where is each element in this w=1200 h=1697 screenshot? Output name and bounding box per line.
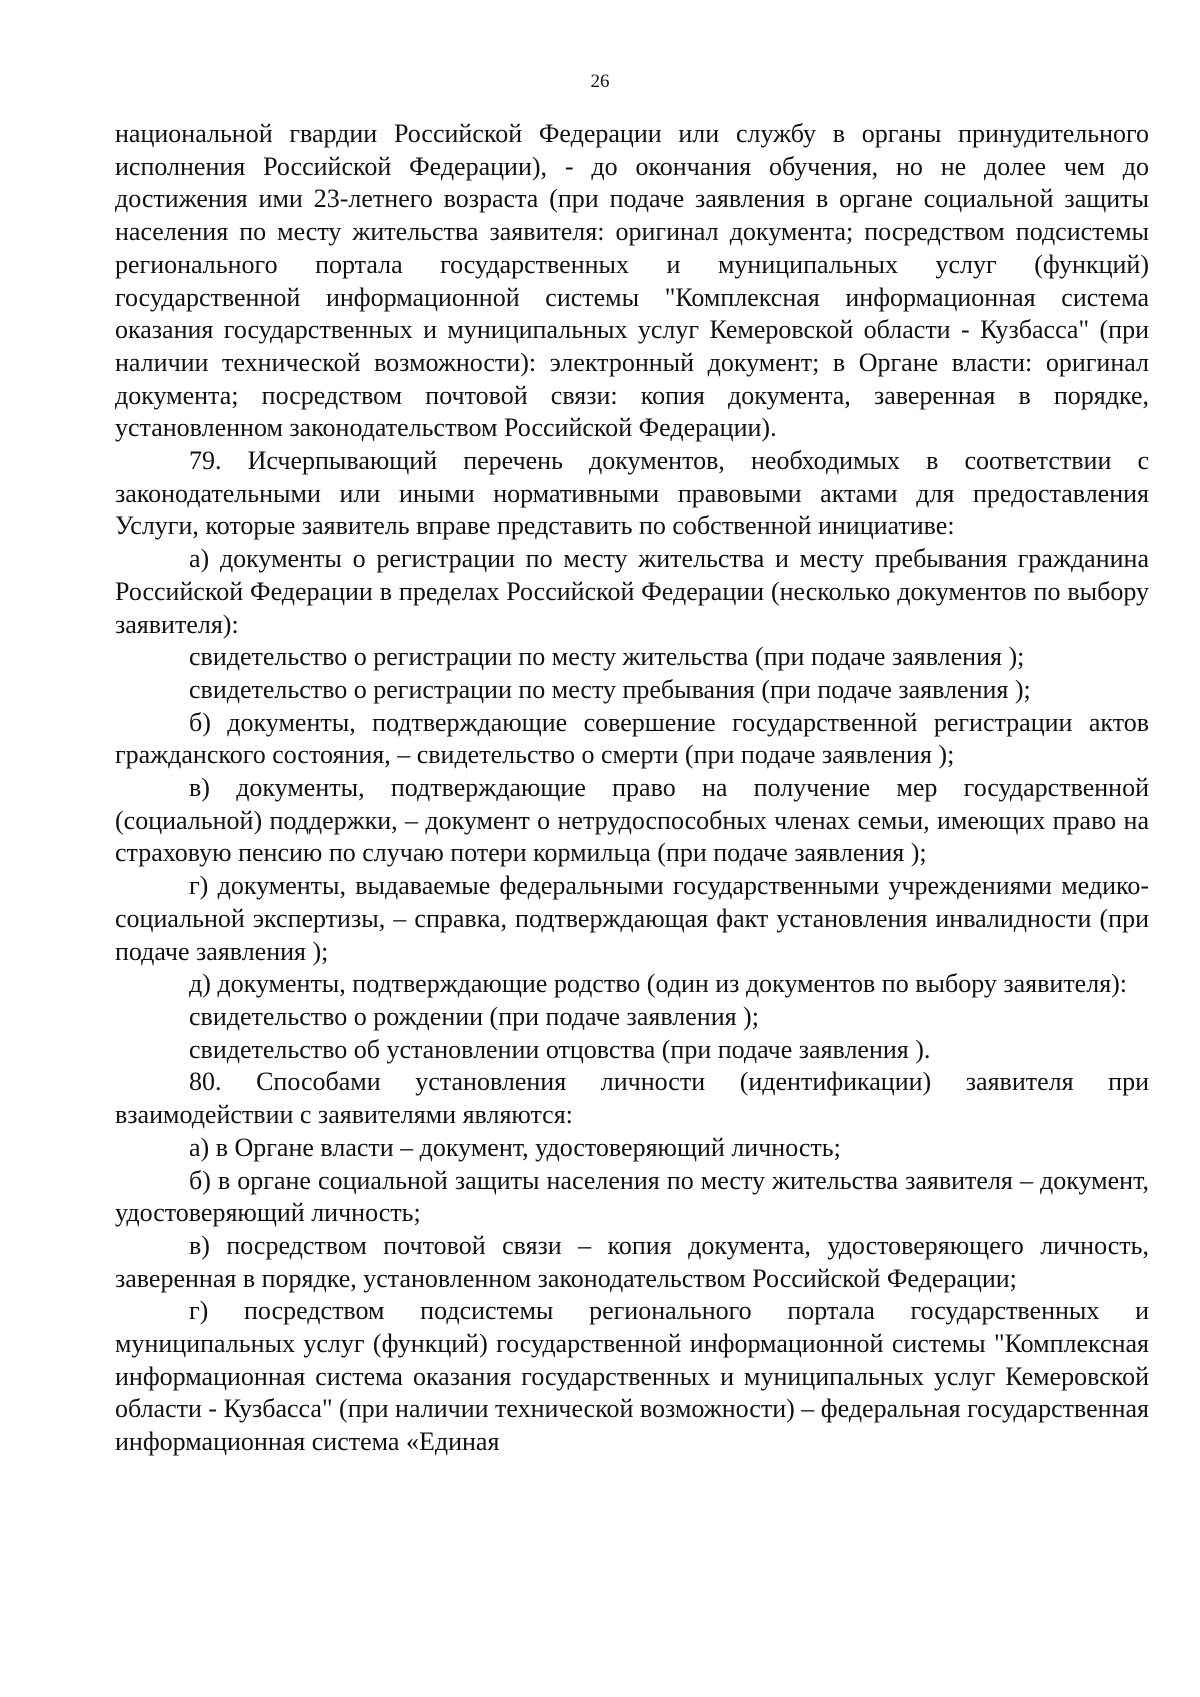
- paragraph-79-a-item-2: свидетельство о регистрации по месту пребывания (при подаче заявления );: [189, 674, 1031, 704]
- paragraph-79: 79. Исчерпывающий перечень документов, необходимых в соответствии с законодательными или иными нормативными правовыми актами для предоставления Услуги, которые заявитель вправе представить по собственной инициативе:: [115, 446, 1149, 541]
- paragraph-80-a: а) в Органе власти – документ, удостоверяющий личность;: [189, 1132, 841, 1162]
- paragraph-79-g: г) документы, выдаваемые федеральными государственными учреждениями медико-социальной экспертизы, – справка, подтверждающая факт установления инвалидности (при подаче заявления );: [115, 871, 1149, 966]
- paragraph-80-v: в) посредством почтовой связи – копия документа, удостоверяющего личность, заверенная в порядке, установленном законодательством Российской Федерации;: [115, 1230, 1149, 1293]
- paragraph-80-b: б) в органе социальной защиты населения по месту жительства заявителя – документ, удостоверяющий личность;: [115, 1165, 1149, 1228]
- page-number: 26: [590, 71, 610, 92]
- paragraph-80: 80. Способами установления личности (идентификации) заявителя при взаимодействии с заявителями являются:: [115, 1067, 1149, 1130]
- paragraph-80-g: г) посредством подсистемы регионального портала государственных и муниципальных услуг (функций) государственной информационной системы "Комплексная информационная система оказания государственных и муниципальных услуг Кемеровской области - Кузбасса" (при наличии технической возможности) – федеральная государственная информационная система «Единая: [115, 1296, 1149, 1457]
- paragraph-79-b: б) документы, подтверждающие совершение государственной регистрации актов гражданского состояния, – свидетельство о смерти (при подаче заявления );: [115, 707, 1149, 770]
- paragraph-79-d: д) документы, подтверждающие родство (один из документов по выбору заявителя):: [189, 969, 1128, 999]
- document-body: [115, 118, 1149, 1459]
- paragraph-79-d-item-2: свидетельство об установлении отцовства (при подаче заявления ).: [189, 1034, 931, 1064]
- paragraph-79-a: а) документы о регистрации по месту жительства и месту пребывания гражданина Российской Федерации в пределах Российской Федерации (несколько документов по выбору заявителя):: [115, 544, 1149, 639]
- paragraph-continuation: национальной гвардии Российской Федерации или службу в органы принудительного исполнения Российской Федерации), - до окончания обучения, но не долее чем до достижения ими 23-летнего возраста (при подаче заявления в органе социальной защиты населения по месту жительства заявителя: оригинал документа; посредством подсистемы регионального портала государственных и муниципальных услуг (функций) государственной информационной системы "Комплексная информационная система оказания государственных и муниципальных услуг Кемеровской области - Кузбасса" (при наличии технической возможности): электронный документ; в Органе власти: оригинал документа; посредством почтовой связи: копия документа, заверенная в порядке, установленном законодательством Российской Федерации).: [115, 119, 1149, 443]
- paragraph-79-d-item-1: свидетельство о рождении (при подаче заявления );: [189, 1001, 759, 1031]
- paragraph-79-a-item-1: свидетельство о регистрации по месту жительства (при подаче заявления );: [189, 642, 1025, 672]
- paragraph-79-v: в) документы, подтверждающие право на получение мер государственной (социальной) поддержки, – документ о нетрудоспособных членах семьи, имеющих право на страховую пенсию по случаю потери кормильца (при подаче заявления );: [115, 773, 1149, 868]
